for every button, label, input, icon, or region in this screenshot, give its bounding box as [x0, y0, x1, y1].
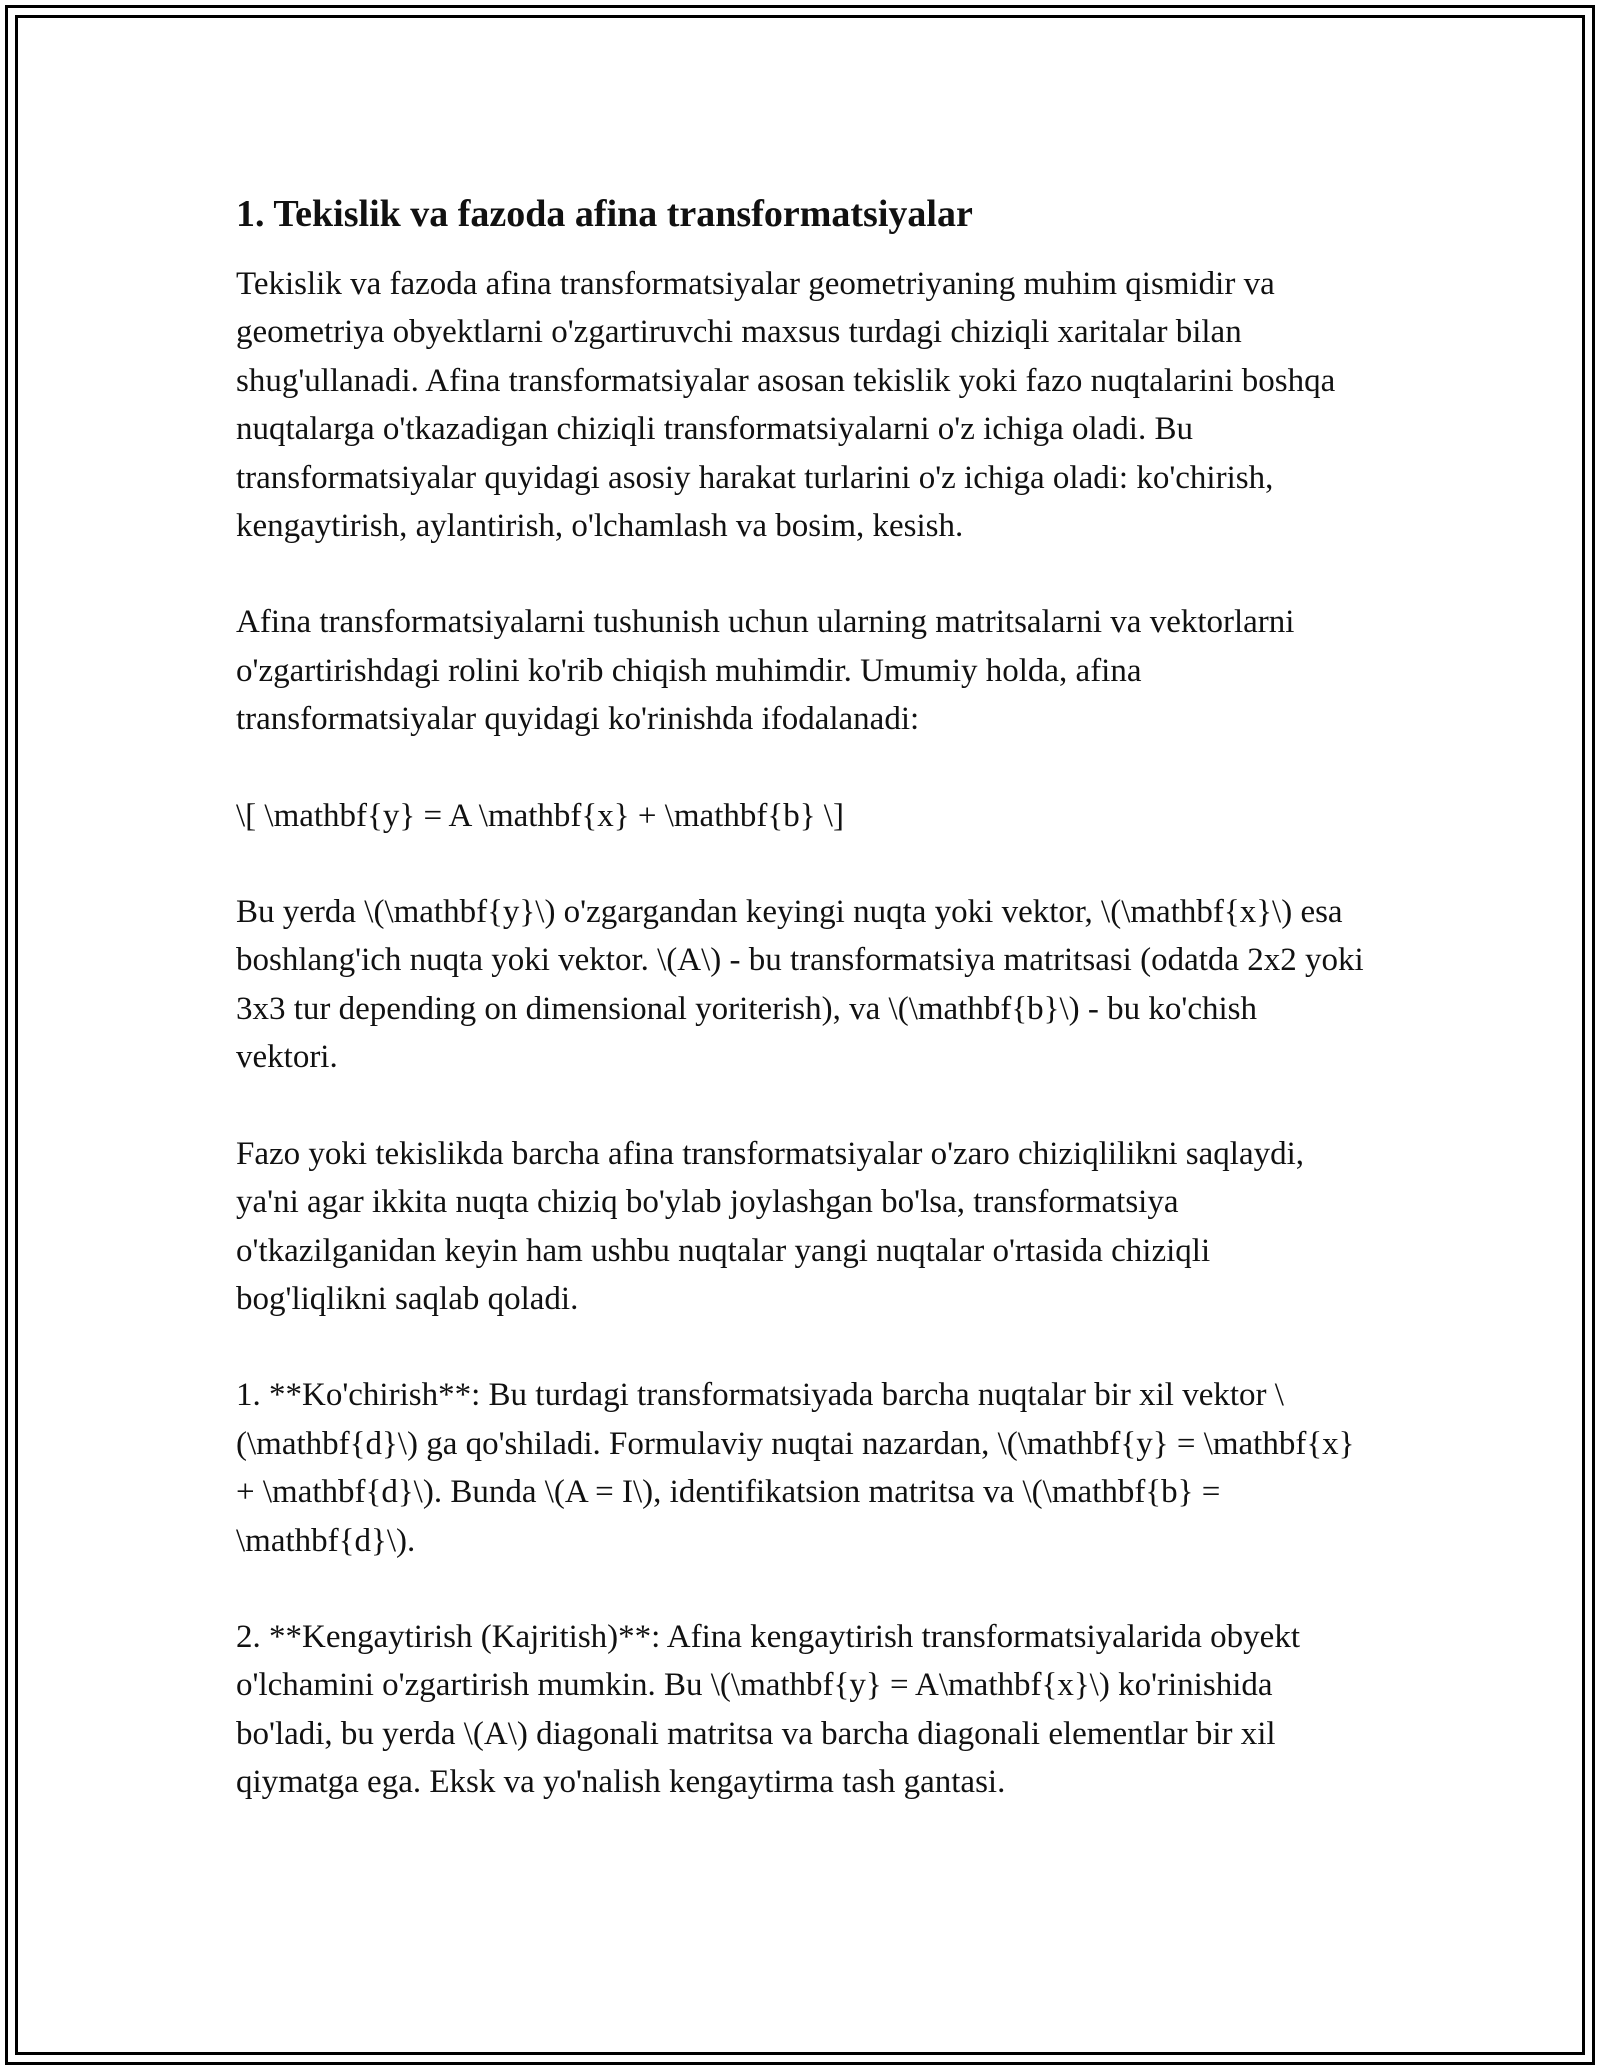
formula-affine: \[ \mathbf{y} = A \mathbf{x} + \mathbf{b} \] [236, 797, 844, 834]
list-item-scaling: 2. **Kengaytirish (Kajritish)**: Afina kengaytirish transformatsiyalarida obyekt o'lchamini o'zgartirish mumkin. Bu \(\mathbf{y} = A\mathbf{x}\) ko'rinishida bo'ladi, bu yerda \(A\) diagonali matritsa va barcha diagonali elementlar bir xil qiymatga ega. Eksk va yo'nalish kengaytirma tash gantasi. [236, 1618, 1300, 1801]
paragraph-collinearity: Fazo yoki tekislikda barcha afina transformatsiyalar o'zaro chiziqlilikni saqlaydi, ya'ni agar ikkita nuqta chiziq bo'ylab joylashgan bo'lsa, transformatsiya o'tkazilganidan keyin ham ushbu nuqtalar yangi nuqtalar o'rtasida chiziqli bog'liqlikni saqlab qoladi. [236, 1135, 1305, 1317]
document-body [236, 186, 1366, 1807]
list-item-translation: 1. **Ko'chirish**: Bu turdagi transformatsiyada barcha nuqtalar bir xil vektor \(\mathbf{d}\) ga qo'shiladi. Formulaviy nuqtai nazardan, \(\mathbf{y} = \mathbf{x} + \mathbf{d}\). Bunda \(A = I\), identifikatsion matritsa va \(\mathbf{b} = \mathbf{d}\). [236, 1377, 1355, 1559]
paragraph-formula-explanation: Bu yerda \(\mathbf{y}\) o'zgargandan keyingi nuqta yoki vektor, \(\mathbf{x}\) esa boshlang'ich nuqta yoki vektor. \(A\) - bu transformatsiya matritsasi (odatda 2x2 yoki 3x3 tur depending on dimensional yoriterish), va \(\mathbf{b}\) - bu ko'chish vektori. [236, 894, 1364, 1076]
paragraph-intro: Tekislik va fazoda afina transformatsiyalar geometriyaning muhim qismidir va geometriya obyektlarni o'zgartiruvchi maxsus turdagi chiziqli xaritalar bilan shug'ullanadi. Afina transformatsiyalar asosan tekislik yoki fazo nuqtalarini boshqa nuqtalarga o'tkazadigan chiziqli transformatsiyalarni o'z ichiga oladi. Bu transformatsiyalar quyidagi asosiy harakat turlarini o'z ichiga oladi: ko'chirish, kengaytirish, aylantirish, o'lchamlash va bosim, kesish. [236, 266, 1336, 545]
section-title: 1. Tekislik va fazoda afina transformatsiyalar [236, 193, 973, 235]
paragraph-matrix-context: Afina transformatsiyalarni tushunish uchun ularning matritsalarni va vektorlarni o'zgartirishdagi rolini ko'rib chiqish muhimdir. Umumiy holda, afina transformatsiyalar quyidagi ko'rinishda ifodalanadi: [236, 604, 1295, 738]
